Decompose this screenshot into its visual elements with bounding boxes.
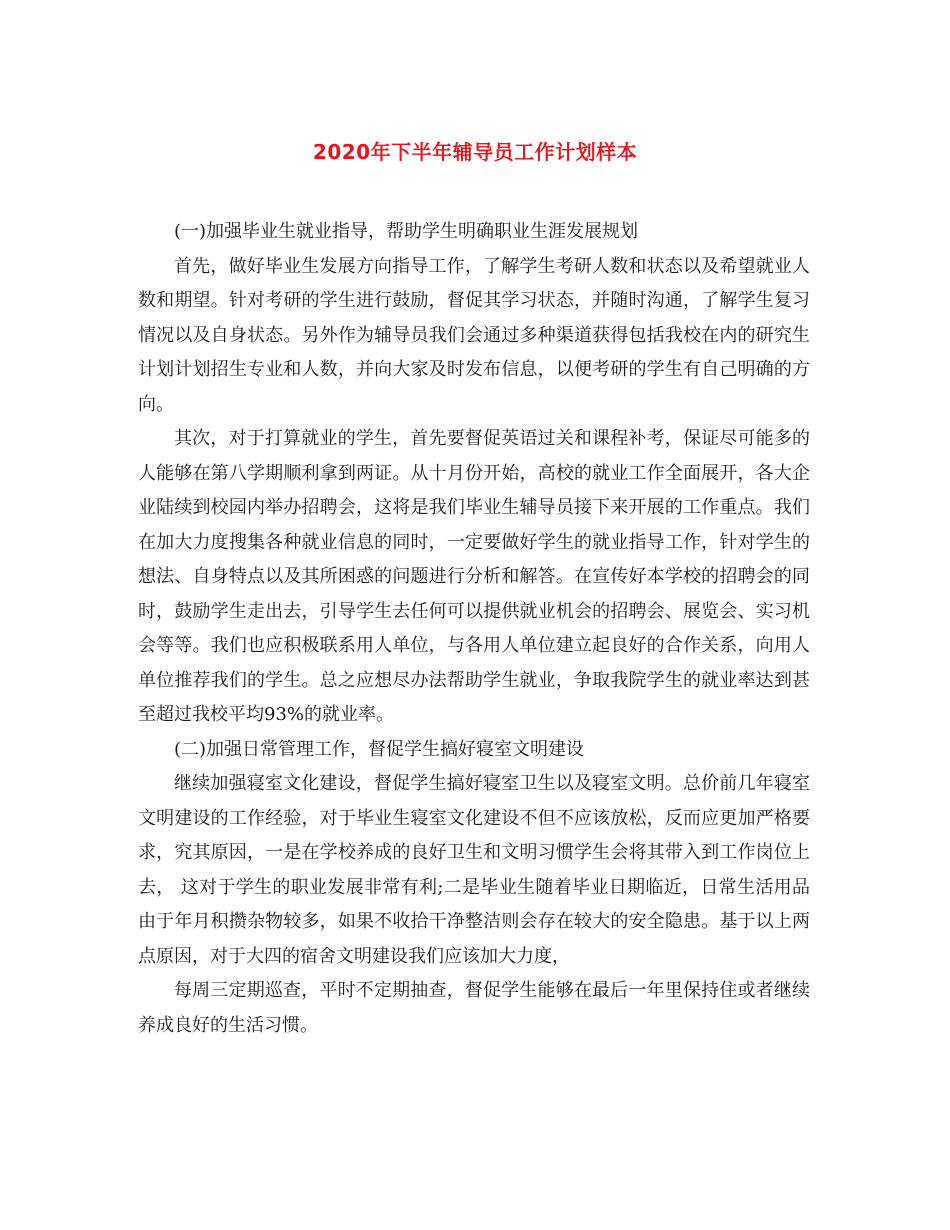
document-title: 2020年下半年辅导员工作计划样本 <box>312 140 638 164</box>
section-heading-1: (一)加强毕业生就业指导，帮助学生明确职业生涯发展规划 <box>174 221 639 242</box>
document-body <box>138 215 810 1043</box>
paragraph: 继续加强寝室文化建设，督促学生搞好寝室卫生以及寝室文明。总价前几年寝室文明建设的工作经验，对于毕业生寝室文化建设不但不应该放松，反而应更加严格要求，究其原因，一是在学校养成的良好卫生和文明习惯学生会将其带入到工作岗位上去， 这对于学生的职业发展非常有利;二是毕业生随着毕业日期临近，日常生活用品由于年月积攒杂物较多，如果不收拾干净整洁则会存在较大的安全隐患。基于以上两点原因，对于大四的宿舍文明建设我们应该加大力度， <box>138 773 810 967</box>
paragraph: 每周三定期巡查，平时不定期抽查，督促学生能够在最后一年里保持住或者继续养成良好的生活习惯。 <box>138 980 810 1036</box>
paragraph: 首先，做好毕业生发展方向指导工作，了解学生考研人数和状态以及希望就业人数和期望。针对考研的学生进行鼓励，督促其学习状态，并随时沟通，了解学生复习情况以及自身状态。另外作为辅导员我们会通过多种渠道获得包括我校在内的研究生计划计划招生专业和人数，并向大家及时发布信息，以便考研的学生有自己明确的方向。 <box>138 255 810 415</box>
paragraph: 其次，对于打算就业的学生，首先要督促英语过关和课程补考，保证尽可能多的人能够在第八学期顺利拿到两证。从十月份开始，高校的就业工作全面展开，各大企业陆续到校园内举办招聘会，这将是我们毕业生辅导员接下来开展的工作重点。我们在加大力度搜集各种就业信息的同时，一定要做好学生的就业指导工作，针对学生的想法、自身特点以及其所困惑的问题进行分析和解答。在宣传好本学校的招聘会的同时，鼓励学生走出去，引导学生去任何可以提供就业机会的招聘会、展览会、实习机会等等。我们也应积极联系用人单位，与各用人单位建立起良好的合作关系，向用人单位推荐我们的学生。总之应想尽办法帮助学生就业，争取我院学生的就业率达到甚至超过我校平均93%的就业率。 <box>138 428 810 725</box>
section-heading-2: (二)加强日常管理工作，督促学生搞好寝室文明建设 <box>174 738 585 760</box>
